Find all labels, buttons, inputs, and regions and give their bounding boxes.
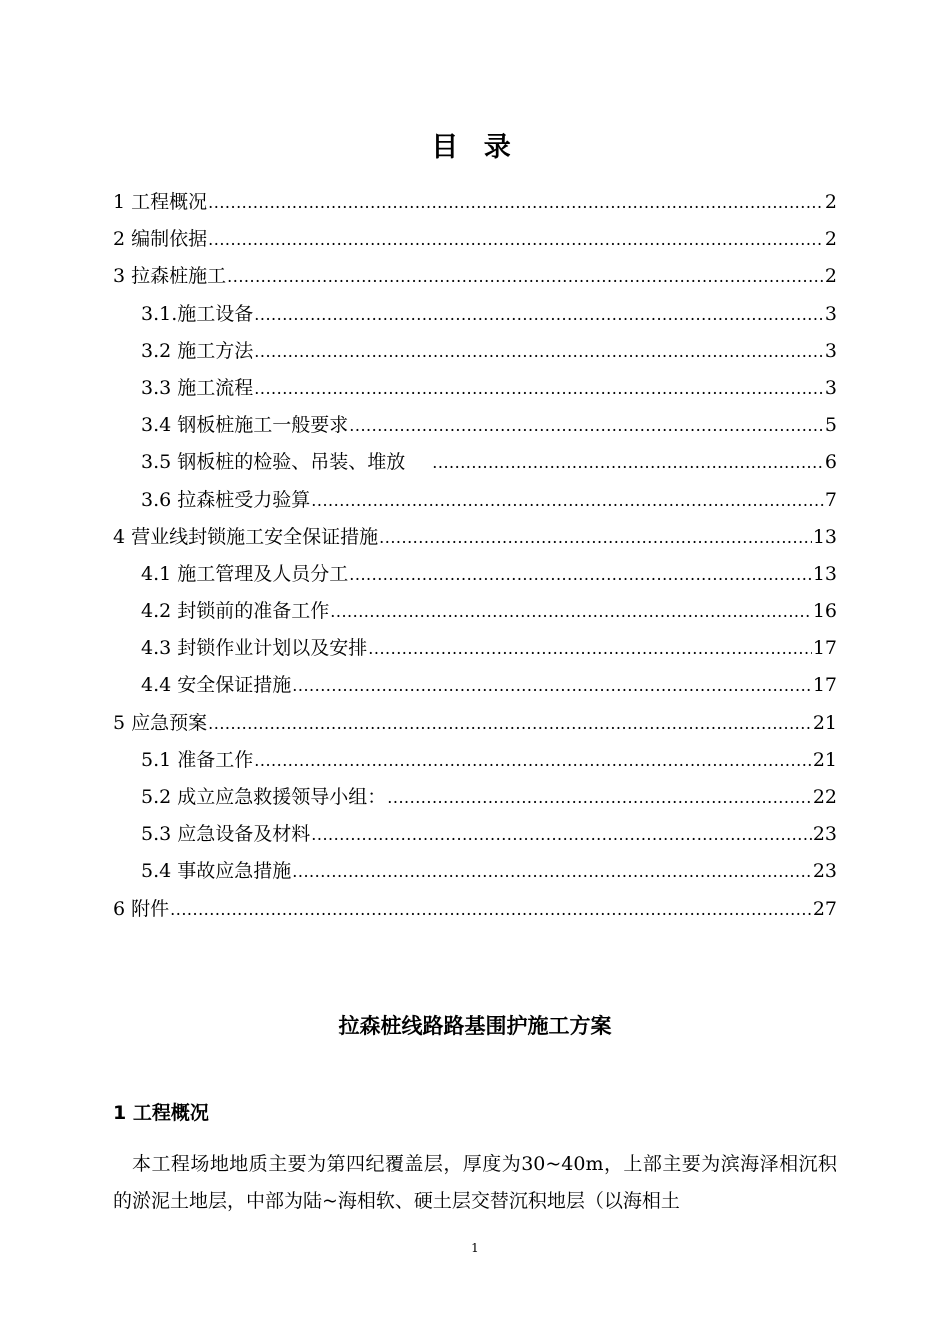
toc-dot-leader — [379, 519, 812, 556]
toc-entry-page: 21 — [812, 748, 837, 771]
toc-dot-leader — [330, 593, 812, 630]
toc-entry[interactable] — [113, 184, 837, 221]
toc-entry-label: 5.4 事故应急措施 — [141, 860, 292, 883]
toc-title: 目 录 — [431, 132, 519, 163]
toc-entry-label: 5.3 应急设备及材料 — [141, 823, 311, 846]
toc-dot-leader — [208, 705, 812, 742]
toc-entry[interactable] — [113, 333, 837, 370]
toc-entry-label: 5.2 成立应急救援领导小组： — [141, 786, 387, 808]
toc-entry-page: 6 — [824, 451, 837, 474]
toc-dot-leader — [254, 742, 812, 779]
toc-entry-label: 6 附件 — [113, 897, 170, 920]
toc-entry-label: 5.1 准备工作 — [141, 748, 254, 771]
toc-dot-leader — [208, 221, 824, 258]
toc-entry-page: 23 — [812, 823, 837, 846]
toc-entry[interactable] — [113, 630, 837, 667]
toc-entry-label: 3.3 施工流程 — [141, 376, 254, 399]
toc-entry-page: 23 — [812, 860, 837, 883]
toc-entry-page: 16 — [812, 600, 837, 623]
toc-entry-page: 7 — [824, 488, 837, 511]
toc-entry-page: 5 — [824, 414, 837, 437]
toc-entry[interactable] — [113, 742, 837, 779]
toc-entry-label: 2 编制依据 — [113, 228, 208, 251]
toc-dot-leader — [254, 333, 824, 370]
toc-entry-label: 4 营业线封锁施工安全保证措施 — [113, 525, 379, 548]
toc-entry[interactable] — [113, 891, 837, 928]
toc-dot-leader — [368, 630, 812, 667]
toc-dot-leader — [170, 891, 812, 928]
toc-dot-leader — [208, 184, 824, 221]
toc-entry[interactable] — [113, 779, 837, 816]
document-title: 拉森桩线路路基围护施工方案 — [338, 1014, 612, 1038]
toc-entry-label: 3.6 拉森桩受力验算 — [141, 488, 311, 511]
toc-entry[interactable] — [113, 705, 837, 742]
toc-entry[interactable] — [113, 556, 837, 593]
toc-entry-label: 4.4 安全保证措施 — [141, 674, 292, 697]
toc-entry-page: 2 — [824, 191, 837, 213]
toc-entry-label: 3.1.施工设备 — [141, 302, 254, 325]
toc-entry[interactable] — [113, 667, 837, 704]
table-of-contents — [113, 184, 837, 928]
toc-dot-leader — [254, 370, 824, 407]
toc-entry-page: 2 — [824, 228, 837, 251]
toc-entry-page: 13 — [812, 525, 837, 548]
toc-entry[interactable] — [113, 816, 837, 853]
toc-entry-label: 3.4 钢板桩施工一般要求 — [141, 414, 349, 437]
toc-entry-label: 3.5 钢板桩的检验、吊装、堆放 — [141, 451, 406, 474]
toc-dot-leader — [387, 779, 812, 816]
toc-entry-page: 3 — [824, 339, 837, 362]
toc-dot-leader — [311, 482, 824, 519]
toc-entry[interactable] — [113, 482, 837, 519]
toc-entry-label: 3.2 施工方法 — [141, 339, 254, 362]
toc-dot-leader — [432, 444, 824, 481]
toc-dot-leader — [349, 407, 824, 444]
toc-dot-leader — [227, 258, 824, 295]
toc-entry-label: 3 拉森桩施工 — [113, 265, 227, 288]
toc-dot-leader — [292, 667, 812, 704]
toc-entry-page: 13 — [812, 562, 837, 585]
toc-entry[interactable] — [113, 370, 837, 407]
toc-entry-page: 17 — [812, 637, 837, 660]
section-heading: 1 工程概况 — [113, 1102, 209, 1124]
toc-entry-page: 17 — [812, 674, 837, 697]
toc-entry-label: 5 应急预案 — [113, 711, 208, 734]
toc-entry-label: 4.1 施工管理及人员分工 — [141, 562, 349, 585]
toc-entry-label: 4.3 封锁作业计划以及安排 — [141, 637, 368, 660]
toc-entry-page: 3 — [824, 302, 837, 325]
toc-entry-label: 1 工程概况 — [113, 191, 208, 213]
toc-entry[interactable] — [113, 258, 837, 295]
toc-entry-page: 2 — [824, 265, 837, 288]
toc-entry-page: 3 — [824, 376, 837, 399]
toc-entry[interactable] — [113, 296, 837, 333]
toc-dot-leader — [254, 296, 824, 333]
body-paragraph: 本工程场地地质主要为第四纪覆盖层，厚度为30~40m，上部主要为滨海泽相沉积的淤泥土地层，中部为陆~海相软、硬土层交替沉积地层（以海相土 — [113, 1153, 837, 1212]
toc-entry-page: 27 — [812, 897, 837, 920]
toc-dot-leader — [349, 556, 812, 593]
toc-entry[interactable] — [113, 853, 837, 890]
toc-entry[interactable] — [113, 221, 837, 258]
toc-entry[interactable] — [113, 593, 837, 630]
page-number: 1 — [471, 1241, 479, 1255]
toc-entry-page: 22 — [812, 786, 837, 808]
toc-entry[interactable] — [113, 444, 837, 481]
toc-entry[interactable] — [113, 519, 837, 556]
toc-entry[interactable] — [113, 407, 837, 444]
toc-entry-page: 21 — [812, 711, 837, 734]
toc-dot-leader — [311, 816, 812, 853]
toc-dot-leader — [292, 853, 812, 890]
toc-entry-label: 4.2 封锁前的准备工作 — [141, 600, 330, 623]
